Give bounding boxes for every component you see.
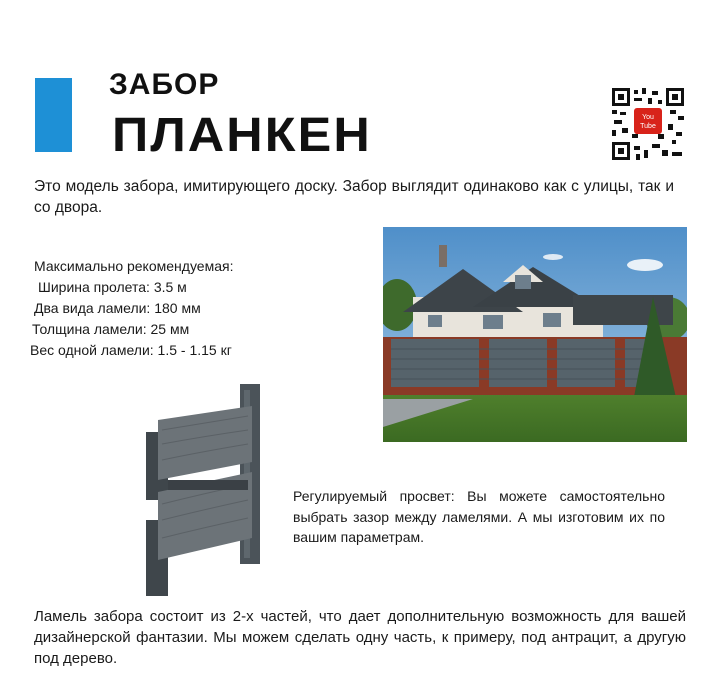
qr-code-icon[interactable] xyxy=(612,88,684,160)
title-line-1: ЗАБОР xyxy=(109,68,220,101)
specs-block xyxy=(30,256,233,361)
svg-text:You: You xyxy=(642,114,654,121)
svg-text:Tube: Tube xyxy=(640,123,656,130)
spec-item-thickness: Толщина ламели: 25 мм xyxy=(32,321,190,337)
house-fence-photo xyxy=(383,227,687,442)
lamella-profile-image xyxy=(140,380,268,598)
spec-item-weight: Вес одной ламели: 1.5 - 1.15 кг xyxy=(30,342,232,358)
blue-accent-bar xyxy=(35,78,72,152)
title-line-2: ПЛАНКЕН xyxy=(112,109,372,162)
intro-text: Это модель забора, имитирующего доску. Забор выглядит одинаково как с улицы, так и со двора. xyxy=(34,178,674,216)
bottom-text: Ламель забора состоит из 2-х частей, что дает дополнительную возможность для вашей дизайнерской фантазии. Мы можем сделать одну часть, к примеру, под антрацит, а другую под дерево. xyxy=(34,608,686,667)
specs-heading: Максимально рекомендуемая: xyxy=(34,258,234,274)
spec-item-types: Два вида ламели: 180 мм xyxy=(34,300,201,316)
gap-text: Регулируемый просвет: Вы можете самостоятельно выбрать зазор между ламелями. А мы изготовим их по вашим параметрам. xyxy=(293,488,665,545)
spec-item-width: Ширина пролета: 3.5 м xyxy=(38,279,187,295)
